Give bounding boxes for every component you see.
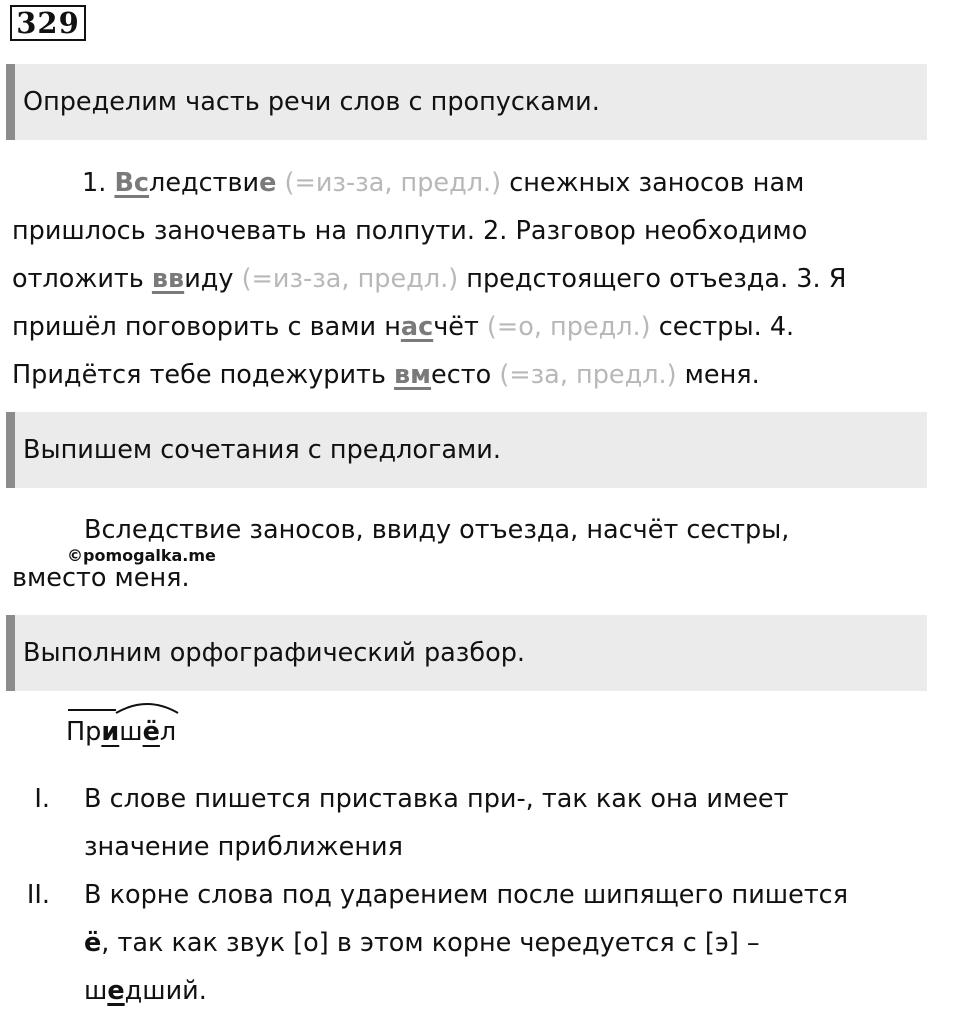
highlighted-letters: вм (394, 360, 432, 390)
combinations-line-1: Вследствие заносов, ввиду отъезда, насчёт сестры, (84, 515, 790, 545)
word-part: чёт (433, 312, 479, 342)
exercise-number: 329 (10, 5, 86, 41)
sentence-text: сестры. 4. (658, 312, 795, 342)
list-item-text (84, 871, 960, 1015)
sentence-line-5 (12, 351, 948, 399)
sentence-line-1 (12, 159, 948, 207)
spelled-vowel: и (101, 717, 120, 747)
sentence-text: снежных заносов нам (509, 168, 805, 198)
word-part: иду (184, 264, 234, 294)
watermark: ©pomogalka.me (67, 546, 216, 565)
list-line: В корне слова под ударением после шипящего пишется (84, 880, 849, 910)
list-line (84, 967, 960, 1015)
sentence-text: предстоящего отъезда. 3. Я (466, 264, 847, 294)
list-item-text (84, 775, 960, 871)
root-arc-mark (114, 699, 180, 715)
part-of-speech-note: (=о, предл.) (486, 312, 651, 342)
section-heading-parts-of-speech: Определим часть речи слов с пропусками. (6, 64, 927, 140)
sentence-text: отложить (12, 264, 144, 294)
highlighted-letters: ас (400, 312, 434, 342)
sentence-text: меня. (684, 360, 760, 390)
sentence-line-2: пришлось заночевать на полпути. 2. Разговор необходимо (12, 216, 808, 246)
list-line (84, 919, 960, 967)
spelled-vowel: ё (142, 717, 160, 747)
word-root: ш (119, 717, 143, 747)
highlighted-ending: е (259, 168, 277, 198)
part-of-speech-note: (=из-за, предл.) (284, 168, 502, 198)
underlined-letter: е (107, 976, 125, 1006)
sentences-paragraph (12, 159, 948, 399)
sentence-line-3 (12, 255, 948, 303)
word-part: есто (431, 360, 492, 390)
list-text: , так как звук [о] в этом корне чередуется с [э] – (101, 928, 760, 958)
word-ending: л (159, 717, 177, 747)
sentence-text: Придётся тебе подежурить (12, 360, 386, 390)
list-marker: I. (34, 784, 50, 814)
word-part: ледстви (149, 168, 260, 198)
highlighted-letters: вв (151, 264, 185, 294)
bold-letter: ё (84, 928, 102, 958)
word-prefix: Пр (66, 717, 102, 747)
part-of-speech-note: (=за, предл.) (499, 360, 677, 390)
sentence-line-4 (12, 303, 948, 351)
list-line: В слове пишется приставка при-, так как она имеет (84, 784, 789, 814)
list-marker: II. (26, 880, 50, 910)
list-text: ш (84, 976, 108, 1006)
highlighted-letters: Вс (114, 168, 150, 198)
list-text: дший. (124, 976, 207, 1006)
combinations-line-2: вместо меня. (12, 563, 190, 593)
morpheme-analysis-word (66, 709, 176, 755)
sentence-text: пришёл поговорить с вами н (12, 312, 401, 342)
list-line: значение приближения (84, 832, 403, 862)
section-heading-spelling-analysis: Выполним орфографический разбор. (6, 615, 927, 691)
sentence-number: 1. (82, 168, 107, 198)
section-heading-combinations: Выпишем сочетания с предлогами. (6, 412, 927, 488)
part-of-speech-note: (=из-за, предл.) (241, 264, 459, 294)
prefix-mark (68, 709, 116, 711)
